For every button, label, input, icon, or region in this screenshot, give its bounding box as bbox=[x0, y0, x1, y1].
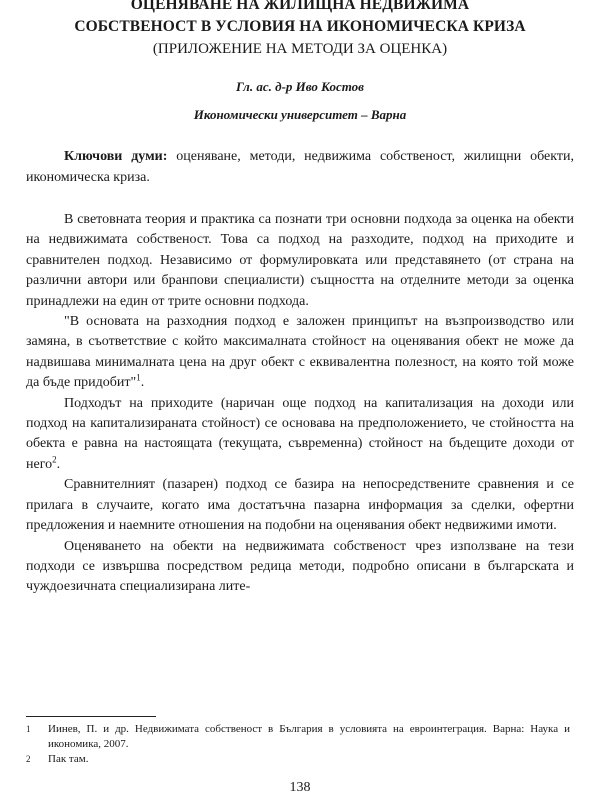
paragraph-3 bbox=[26, 394, 574, 476]
footnote-number: 2 bbox=[26, 754, 31, 764]
footnote-ref-1[interactable]: 1 bbox=[136, 372, 141, 383]
author: Гл. ас. д-р Иво Костов bbox=[236, 79, 364, 94]
footnote-2 bbox=[26, 752, 570, 767]
title-line-2: СОБСТВЕНОСТ В УСЛОВИЯ НА ИКОНОМИЧЕСКА КРИЗА bbox=[74, 18, 526, 35]
paragraph-5: Оценяването на обекти на недвижимата собственост чрез използване на тези подходи се извършва посредством редица методи, подробно описани в българската и чуждоезичната специализирана лите- bbox=[26, 538, 574, 595]
paragraph-2 bbox=[26, 312, 574, 394]
footnote-number: 1 bbox=[26, 724, 31, 734]
paragraph-2-end: . bbox=[140, 375, 145, 391]
paragraph-3-text: Подходът на приходите (наричан още подход на капитализация на доходи или подход на капитализираната стойност) се основава на предположението, че стойността на обекта е равна на настоящата (текущата, съвременна) стойност на бъдещите доходи от него bbox=[26, 395, 574, 472]
footnotes bbox=[26, 722, 570, 767]
paragraph-1: В световната теория и практика са познати три основни подхода за оценка на обекти на недвижимата собственост. Това са подход на разходите, подход на приходите и сравнителен подход. Независимо от формулировката или представянето (от страна на различни автори или бранпови специалисти) същността на отделните методи за оценка принадлежи на един от трите основни подхода. bbox=[26, 212, 574, 309]
footnote-1 bbox=[26, 722, 570, 752]
affiliation: Икономически университет – Варна bbox=[193, 107, 407, 122]
footnote-separator bbox=[26, 716, 156, 717]
paragraph-3-end: . bbox=[56, 456, 61, 472]
keywords-text: оценяване, методи, недвижима собственост, жилищни обекти, икономическа криза. bbox=[26, 149, 574, 185]
page-number: 138 bbox=[289, 780, 311, 795]
keywords bbox=[26, 146, 574, 188]
keywords-label: Ключови думи: bbox=[64, 149, 168, 164]
footnote-text: Иинев, П. и др. Недвижимата собственост в България в условията на евроинтеграция. Варна: Наука и икономика, 2007. bbox=[48, 723, 570, 750]
paragraph-2-text: "В основата на разходния подход е заложен принципът на възпроизводство или замяна, в съответствие с който максималната стойност на оценявания обект не може да надвишава минималната цена на друг обект с еквивалентна полезност, на която той може да бъде придобит" bbox=[26, 314, 574, 391]
footnote-text: Пак там. bbox=[48, 753, 89, 765]
title-line-1: ОЦЕНЯВАНЕ НА ЖИЛИЩНА НЕДВИЖИМА bbox=[130, 0, 470, 13]
subtitle: (ПРИЛОЖЕНИЕ НА МЕТОДИ ЗА ОЦЕНКА) bbox=[152, 41, 448, 57]
footnote-ref-2[interactable]: 2 bbox=[52, 454, 57, 465]
body-text bbox=[26, 210, 574, 598]
paragraph-4: Сравнителният (пазарен) подход се базира на непосредствените сравнения и се прилага в случаите, когато има достатъчна пазарна информация за сделки, офертни предложения и наемните отношения на подобни на оценявания обект недвижими имоти. bbox=[26, 477, 574, 534]
